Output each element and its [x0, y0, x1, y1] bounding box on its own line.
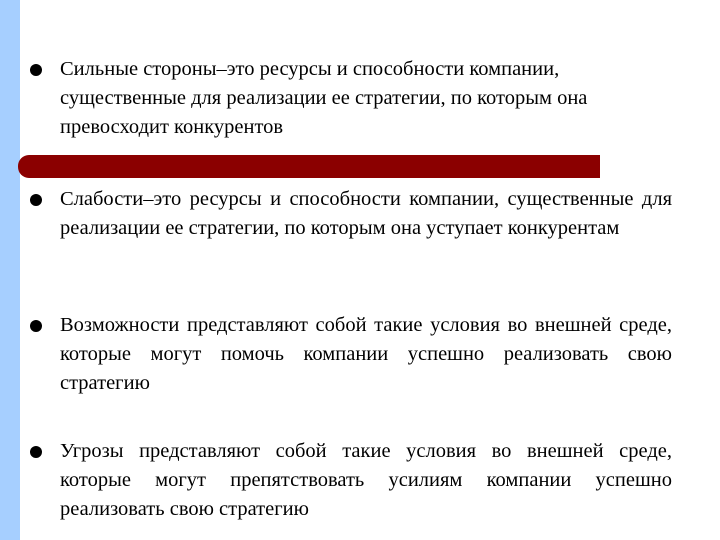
bullet-text: Сильные стороны–это ресурсы и способности компании, существенные для реализации ее стратегии, по которым она превосходит конкурентов: [60, 58, 588, 138]
bullet-dot-icon: [30, 194, 42, 206]
bullet-dot-icon: [30, 446, 42, 458]
bullet-dot-icon: [30, 64, 42, 76]
bullet-item-opportunities: [60, 311, 672, 398]
bullet-text: Угрозы представляют собой такие условия во внешней среде, которые могут препятствовать усилиям компании успешно реализовать свою стратегию: [60, 440, 672, 520]
bullet-text: Слабости–это ресурсы и способности компании, существенные для реализации ее стратегии, по которым она уступает конкурентам: [60, 188, 672, 239]
bullet-item-weaknesses: [60, 185, 672, 243]
bullet-item-threats: [60, 437, 672, 524]
bullet-dot-icon: [30, 320, 42, 332]
accent-divider-bar: [18, 155, 600, 178]
bullet-item-strengths: [60, 55, 672, 142]
bullet-text: Возможности представляют собой такие условия во внешней среде, которые могут помочь компании успешно реализовать свою стратегию: [60, 314, 672, 394]
